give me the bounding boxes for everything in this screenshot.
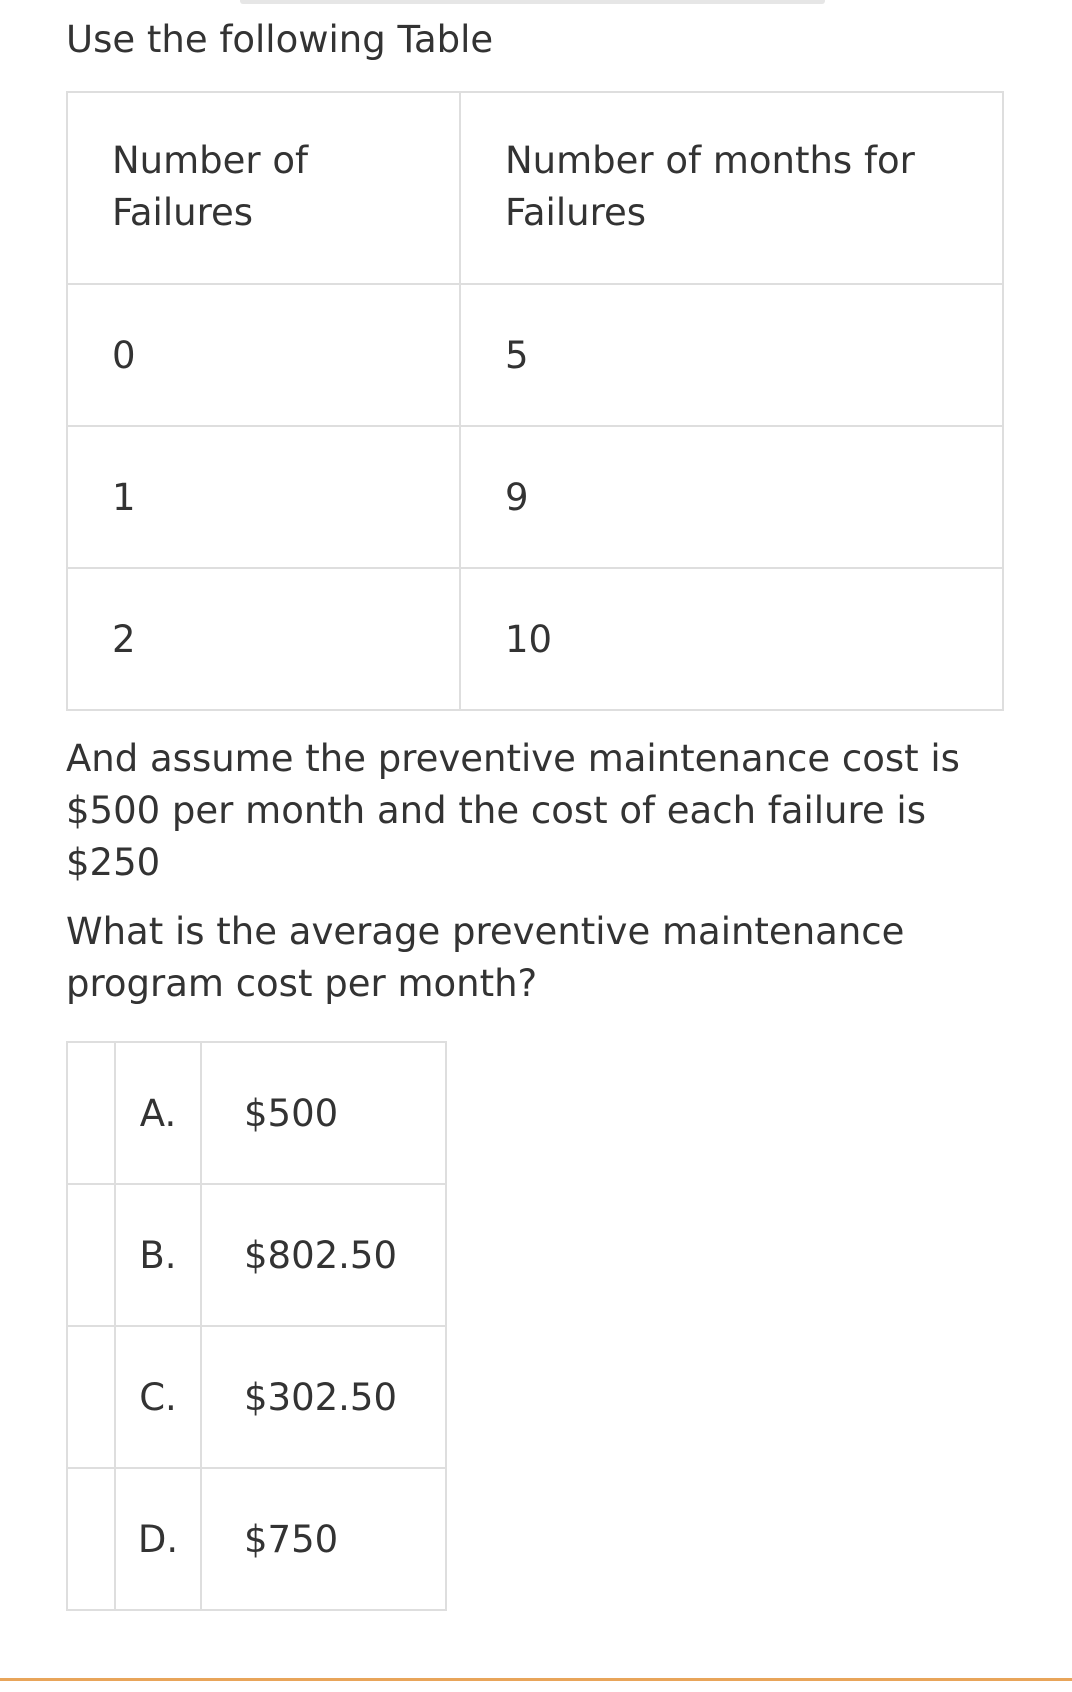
option-letter: C. — [115, 1326, 201, 1468]
cell-months: 5 — [460, 284, 1003, 426]
option-selector[interactable] — [67, 1042, 115, 1184]
option-selector[interactable] — [67, 1326, 115, 1468]
table-row — [67, 426, 1003, 568]
table-row — [67, 568, 1003, 710]
cell-failures: 2 — [67, 568, 460, 710]
option-selector[interactable] — [67, 1184, 115, 1326]
bottom-divider — [0, 1678, 1072, 1681]
option-value: $802.50 — [201, 1184, 446, 1326]
option-value: $302.50 — [201, 1326, 446, 1468]
cell-months: 10 — [460, 568, 1003, 710]
option-letter: B. — [115, 1184, 201, 1326]
assumption-text: And assume the preventive maintenance cost is $500 per month and the cost of each failure is $250 — [66, 737, 960, 884]
option-letter: D. — [115, 1468, 201, 1610]
option-c[interactable] — [67, 1326, 446, 1468]
option-letter: A. — [115, 1042, 201, 1184]
header-number-of-months: Number of months for Failures — [460, 92, 1003, 284]
option-selector[interactable] — [67, 1468, 115, 1610]
option-value: $500 — [201, 1042, 446, 1184]
header-number-of-failures: Number of Failures — [67, 92, 460, 284]
option-d[interactable] — [67, 1468, 446, 1610]
answer-options — [66, 1041, 447, 1611]
option-a[interactable] — [67, 1042, 446, 1184]
option-value: $750 — [201, 1468, 446, 1610]
table-row — [67, 284, 1003, 426]
question-text: What is the average preventive maintenance program cost per month? — [66, 910, 905, 1005]
table-header-row — [67, 92, 1003, 284]
page-heading: Use the following Table — [66, 18, 494, 61]
cell-failures: 1 — [67, 426, 460, 568]
failure-data-table — [66, 91, 1004, 711]
option-b[interactable] — [67, 1184, 446, 1326]
top-drag-strip — [240, 0, 825, 4]
cell-failures: 0 — [67, 284, 460, 426]
cell-months: 9 — [460, 426, 1003, 568]
